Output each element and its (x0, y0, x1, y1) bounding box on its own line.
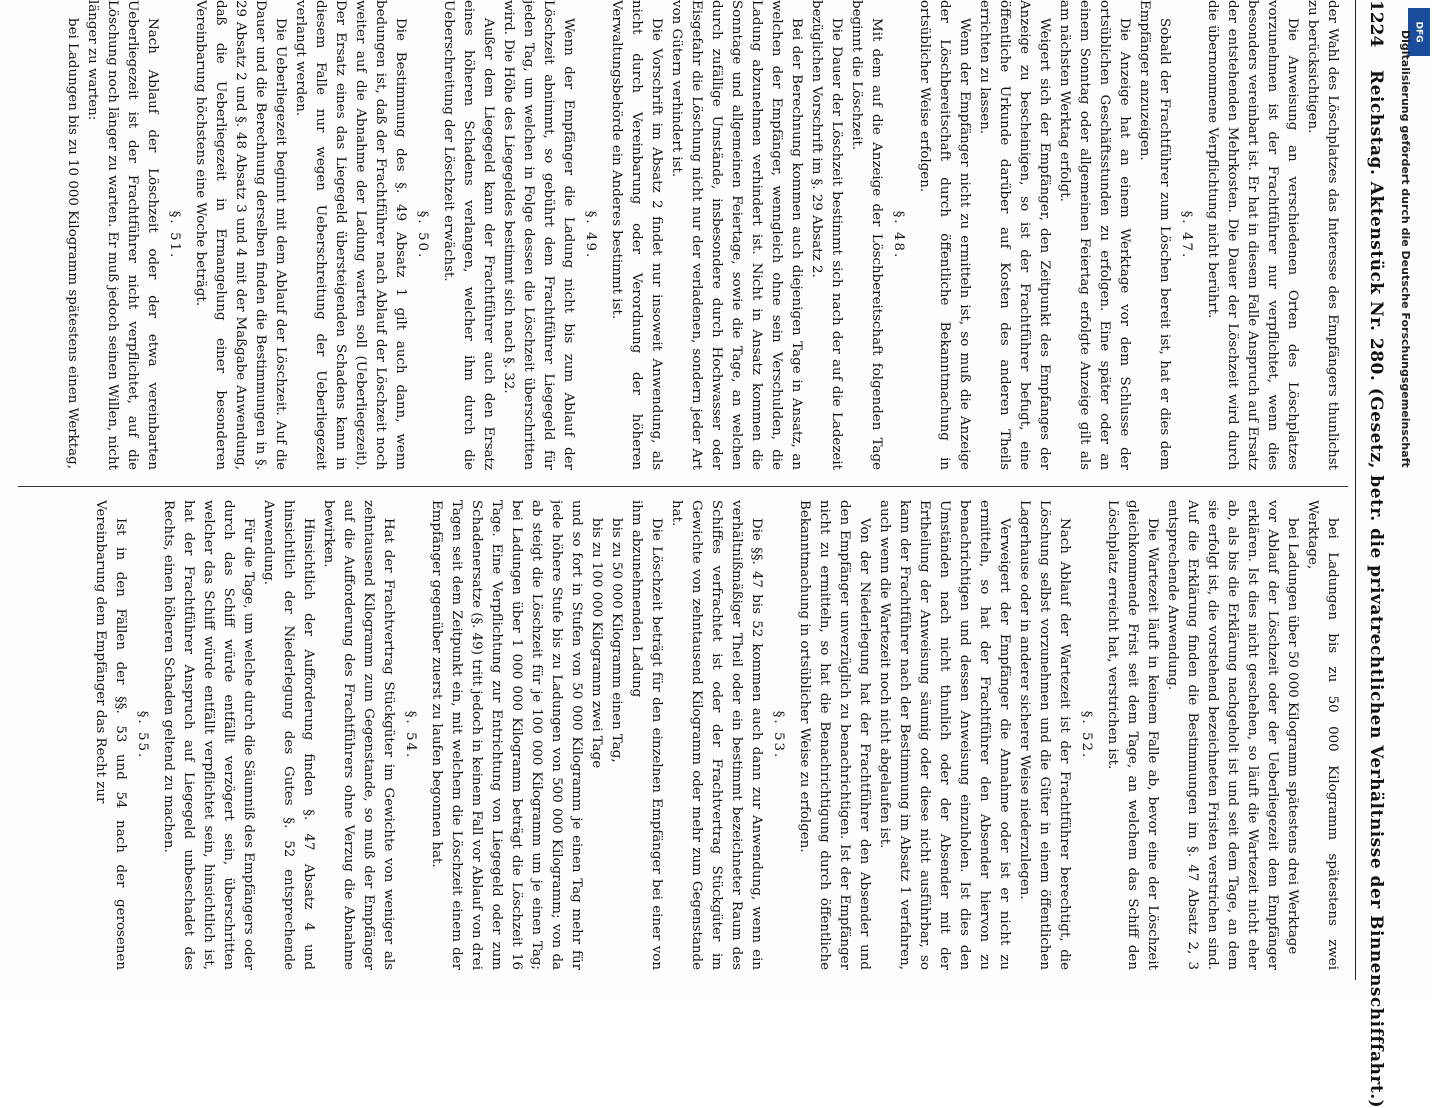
paragraph: Die Anweisung an verschiedenen Orten des Löschplatzes vorzunehmen ist der Frachtführer nur verpflichtet, wenn dies besonders vereinbart ist. Er hat in diesem Falle Anspruch auf Ersatz der entstehenden Mehrkosten. Die Dauer der Löschzeit wird durch die übernommene Verpflichtung nicht berührt. (1205, 0, 1300, 470)
paragraph: Die Ueberliegezeit beginnt mit dem Ablauf der Löschzeit. Auf die Dauer und die Berechnung derselben finden die Bestimmungen in §. 29 Absatz 2 und §. 48 Absatz 3 und 4 mit der Maßgabe Anwendung, daß die Ueberliegezeit in Ermangelung einer besonderen Vereinbarung höchstens eine Woche beträgt. (193, 0, 288, 470)
paragraph: Die Löschzeit beträgt für den einzelnen Empfänger bei einer von ihm abzunehmenden Ladung (629, 500, 664, 970)
section-heading: §. 55. (135, 710, 150, 760)
paragraph: vor Ablauf der Löschzeit oder der Ueberliegezeit dem Empfänger erklären. Ist dies nicht geschehen, so läuft die Wartezeit nicht eher ab, als bis die Erklärung nachgeholt ist und seit dem Tage, an dem sie erfolgt ist, die vorstehend bezeichneten Fristen verstrichen sind. Auf die Erklärung finden die Bestimmungen im §. 47 Absatz 2, 3 entsprechende Anwendung. (1165, 500, 1280, 970)
paragraph: Von der Niederlegung hat der Frachtführer den Absender und den Empfänger unverzüglich zu benachrichtigen. Ist der Empfänger nicht zu ermitteln, so hat die Benachrichtigung durch öffentliche Bekanntmachung in ortsüblicher Weise zu erfolgen. (797, 500, 872, 970)
page-number: 1224 (1366, 0, 1386, 48)
paragraph: Verweigert der Empfänger die Annahme oder ist er nicht zu ermitteln, so hat der Frachtführer den Absender hiervon zu benachrichtigen und dessen Anweisung einzuholen. Ist dies den Umständen nach nicht thunlich oder der Absender mit der Ertheilung der Anweisung säumig oder diese nicht ausführbar, so kann der Frachtführer nach der Bestimmung im Absatz 1 verfahren, auch wenn die Wartezeit noch nicht abgelaufen ist. (877, 500, 1012, 970)
paragraph: Für die Tage, um welche durch die Säumniß des Empfängers oder durch das Schiff würde entfällt verzögert sein, überschritten welcher das Schiff würde entfällt verpflichtet sein, hinsichtlich ist, hat der Frachtführer Anspruch auf Liegegeld unbeschadet des Rechts, einen höheren Schaden geltend zu machen. (161, 500, 256, 970)
section-heading: §. 47. (1179, 210, 1194, 260)
section-heading: §. 49. (583, 210, 598, 260)
paragraph: Die Wartezeit läuft in keinem Falle ab, bevor eine der Löschzeit gleichkommende Frist seit dem Tage, an welchem das Schiff den Löschplatz erreicht hat, verstrichen ist. (1105, 500, 1160, 970)
paragraph: Weigert sich der Empfänger, den Zeitpunkt des Empfanges der Anzeige zu bescheinigen, so ist der Frachtführer befugt, eine öffentliche Urkunde darüber auf Kosten des anderen Theils errichten zu lassen. (977, 0, 1052, 470)
paragraph: bei Ladungen bis zu 10 000 Kilogramm spätestens einen Werktag, (65, 18, 80, 469)
paragraph: Hinsichtlich der Aufforderung finden §. 47 Absatz 4 und hinsichtlich der Niederlegung des Gutes §. 52 entsprechende Anwendung. (261, 500, 316, 970)
paragraph: Wenn der Empfänger nicht zu ermitteln ist, so muß die Anzeige der Löschbereitschaft durch öffentliche Bekanntmachung in ortsüblicher Weise erfolgen. (917, 0, 972, 470)
paragraph: Die Anzeige hat an einem Werktage vor dem Schlusse der ortsüblichen Geschäftsstunden zu erfolgen. Eine später oder an einem Sonntag oder allgemeinen Feiertag erfolgte Anzeige gilt als am nächsten Werktag erfolgt. (1057, 0, 1132, 470)
paragraph: Außer dem Liegegeld kann der Frachtführer auch den Ersatz eines höheren Schadens verlangen, welcher ihm durch die Ueberschreitung der Löschzeit erwächst. (441, 0, 496, 470)
paragraph: Die Dauer der Löschzeit bestimmt sich nach der auf die Ladezeit bezüglichen Vorschrift im §. 29 Absatz 2. (809, 0, 844, 470)
paragraph: Nach Ablauf der Wartezeit ist der Frachtführer berechtigt, die Löschung selbst vorzunehmen und die Güter in einem öffentlichen Lagerhause oder in anderer sicherer Weise niederzulegen. (1017, 500, 1072, 970)
right-column (12, 500, 1342, 970)
paragraph: Sobald der Frachtführer zum Löschen bereit ist, hat er dies dem Empfänger anzuzeigen. (1137, 0, 1172, 470)
paragraph: Hat der Frachtvertrag Stückgüter im Gewichte von weniger als zehntausend Kilogramm zum Gegenstande, so muß der Empfänger auf die Aufforderung des Frachtführers ohne Verzug die Abnahme bewirken. (321, 500, 396, 970)
section-heading: §. 51. (167, 210, 182, 260)
paragraph: bei Ladungen bis zu 50 000 Kilogramm spätestens zwei Werktage, (1305, 500, 1340, 970)
paragraph: bei Ladungen über 50 000 Kilogramm spätestens drei Werktage (1285, 518, 1300, 955)
left-column (12, 0, 1342, 470)
paragraph: Mit dem auf die Anzeige der Löschbereitschaft folgenden Tage beginnt die Löschzeit. (849, 0, 884, 470)
paragraph: Wenn der Empfänger die Ladung nicht bis zum Ablauf der Löschzeit abnimmt, so gebührt dem Frachtführer Liegegeld für jeden Tag, um welchen in Folge dessen die Löschzeit überschritten wird. Die Höhe des Liegegeldes bestimmt sich nach §. 32. (501, 0, 576, 470)
paragraph: Die Vorschrift im Absatz 2 findet nur insoweit Anwendung, als nicht durch Vereinbarung oder Verordnung der höheren Verwaltungsbehörde ein Anderes bestimmt ist. (609, 0, 664, 470)
paragraph: Bei der Berechnung kommen auch diejenigen Tage in Ansatz, an welchen der Empfänger, wenngleich ohne sein Verschulden, die Ladung abzunehmen verhindert ist. Nicht in Ansatz kommen die Sonntage und allgemeinen Feiertage, sowie die Tage, an welchen durch zufällige Umstände, insbesondere durch Hochwasser oder Eisgefahr die Löschung nicht nur der verladenen, sondern jeder Art von Gütern verhindert ist. (669, 0, 804, 470)
paragraph: und so fort in Stufen von 50 000 Kilogramm je einen Tag mehr für jede höhere Stufe bis zu Ladungen von 500 000 Kilogramm; von da ab steigt die Löschzeit für je 100 000 Kilogramm um je einen Tag; bei Ladungen über 1 000 000 Kilogramm beträgt die Löschzeit 16 Tage. Eine Verpflichtung zur Entrichtung von Liegegeld oder zum Schadenersatze (§. 49) tritt jedoch in keinem Fall vor Ablauf von drei Tagen seit dem Zeitpunkt ein, mit welchem die Löschzeit einem der Empfänger gegenüber zuerst zu laufen begonnen hat. (429, 500, 584, 970)
paragraph: bis zu 100 000 Kilogramm zwei Tage (589, 518, 604, 769)
section-heading: §. 48. (891, 210, 906, 260)
section-heading: §. 50. (415, 210, 430, 260)
paragraph: Ist in den Fällen der §§. 53 und 54 nach der gerosenen Vereinbarung dem Empfänger das Recht zur (93, 500, 128, 970)
section-heading: §. 53. (771, 710, 786, 760)
section-heading: §. 52. (1079, 710, 1094, 760)
page-title: Reichstag. Aktenstück Nr. 280. (Gesetz, betr. die privatrechtlichen Verhältnisse der Binnenschifffahrt.) (1366, 70, 1386, 1108)
header-rule (1355, 0, 1356, 980)
column-divider (18, 486, 1348, 487)
paragraph: bis zu 50 000 Kilogramm einen Tag, (609, 518, 624, 763)
paragraph: Die §§. 47 bis 52 kommen auch dann zur Anwendung, wenn ein verhältnißmäßiger Theil oder ein bestimmt bezeichneter Raum des Schiffes verfrachtet ist oder der Frachtvertrag Stückgüter im Gewichte von zehntausend Kilogramm oder mehr zum Gegenstande hat. (669, 500, 764, 970)
digitization-note: Digitalisierung gefördert durch die Deutsche Forschungsgemeinschaft (1399, 30, 1412, 468)
section-heading: §. 54. (403, 710, 418, 760)
paragraph: Nach Ablauf der Löschzeit oder der etwa vereinbarten Ueberliegezeit ist der Frachtführer nicht verpflichtet, auf die Löschung noch länger zu warten. Er muß jedoch seinen Willen, nicht länger zu warten: (85, 0, 160, 470)
paragraph: der Wahl des Löschplatzes das Interesse des Empfängers thunlichst zu berücksichtigen. (1305, 0, 1340, 470)
dfg-logo-text: DFG (1413, 21, 1424, 43)
paragraph: Die Bestimmung des §. 49 Absatz 1 gilt auch dann, wenn bedungen ist, daß der Frachtführer nach Ablauf der Löschzeit noch weiter auf die Abnahme der Ladung warten soll (Ueberliegezeit). Der Ersatz eines das Liegegeld übersteigenden Schadens kann in diesem Falle nur wegen Ueberschreitung der Ueberliegezeit verlangt werden. (293, 0, 408, 470)
